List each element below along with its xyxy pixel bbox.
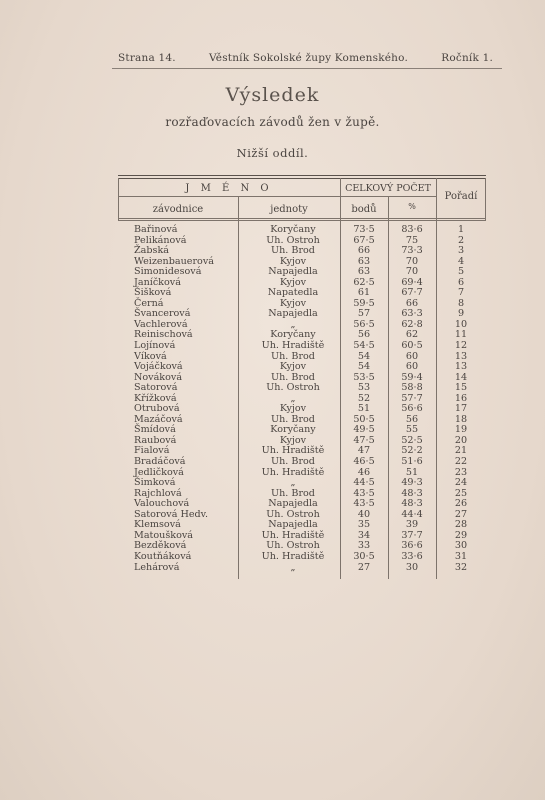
points-value: 63 [357, 266, 371, 278]
competitor-name: Rajchlová [134, 487, 182, 499]
unit-name: Kyjov [279, 276, 307, 288]
section-title: Nižší oddíl. [236, 146, 309, 160]
rank-value: 13 [454, 350, 468, 362]
table-top-rule [118, 175, 486, 176]
rank-value: 27 [454, 508, 468, 520]
unit-name: Kyjov [279, 434, 307, 446]
competitor-name: Vojáčková [134, 361, 183, 373]
rank-value: 4 [457, 255, 465, 267]
percent-value: 60 [405, 350, 419, 362]
rank-value: 19 [454, 424, 468, 436]
competitor-name: Švancerová [134, 308, 191, 320]
competitor-name: Matoušková [134, 529, 194, 541]
points-value: 47·5 [353, 434, 375, 446]
points-value: 63 [357, 255, 371, 267]
percent-value: 48·3 [401, 498, 423, 510]
percent-value: 62·8 [401, 318, 423, 330]
rank-value: 6 [457, 276, 465, 288]
competitor-name: Raubová [134, 434, 177, 446]
competitor-name: Černá [134, 297, 164, 309]
rank-value: 20 [454, 434, 468, 446]
competitor-name: Lehárová [134, 561, 180, 573]
unit-name: Uh. Hradiště [261, 445, 325, 457]
unit-name: Napajedla [268, 308, 318, 320]
percent-value: 37·7 [401, 529, 423, 541]
competitor-name: Bradáčová [134, 456, 186, 468]
percent-value: 57·7 [401, 392, 423, 404]
points-value: 54·5 [353, 340, 375, 352]
percent-value: 49·3 [401, 477, 423, 489]
points-value: 34 [357, 529, 371, 541]
rank-value: 12 [454, 340, 468, 352]
points-value: 43·5 [353, 487, 375, 499]
table-row [118, 552, 486, 563]
unit-name: Uh. Hradiště [261, 529, 325, 541]
competitor-name: Koutňáková [134, 550, 192, 562]
table-row [118, 225, 486, 236]
points-value: 73·5 [353, 224, 375, 235]
points-value: 44·5 [353, 477, 375, 489]
competitor-name: Křížková [134, 392, 177, 404]
percent-value: 67·7 [401, 287, 423, 299]
percent-value: 52·2 [401, 445, 423, 457]
table-row [118, 457, 486, 468]
percent-value: 55 [405, 424, 419, 436]
rank-value: 7 [457, 287, 465, 299]
rank-value: 30 [454, 540, 468, 552]
percent-value: 73·3 [401, 245, 423, 257]
competitor-name: Simonidesová [134, 266, 202, 278]
points-value: 27 [357, 561, 371, 573]
unit-name: Kyjov [279, 297, 307, 309]
rank-value: 15 [454, 382, 468, 394]
unit-name: Napajedla [268, 519, 318, 531]
rank-value: 29 [454, 529, 468, 541]
rank-value: 1 [457, 224, 465, 235]
table-body [118, 225, 486, 573]
page-header [118, 52, 493, 64]
points-value: 47 [357, 445, 371, 457]
competitor-name: Mazáčová [134, 413, 183, 425]
table-top-rule-2 [118, 178, 486, 179]
competitor-name: Bezděková [134, 540, 187, 552]
unit-name: Kyjov [279, 403, 307, 415]
percent-value: 63·3 [401, 308, 423, 320]
rank-value: 2 [457, 234, 465, 246]
percent-value: 70 [405, 255, 419, 267]
competitor-name: Satorová [134, 382, 178, 394]
header-bottom-rule [118, 218, 486, 219]
page-title: Výsledek [225, 84, 320, 106]
points-value: 66 [357, 245, 371, 257]
header-unit: jednoty [270, 204, 308, 215]
points-value: 33 [357, 540, 371, 552]
points-value: 40 [357, 508, 371, 520]
rank-value: 22 [454, 456, 468, 468]
points-value: 50·5 [353, 413, 375, 425]
competitor-name: Vachlerová [134, 318, 188, 330]
percent-value: 75 [405, 234, 419, 246]
points-value: 54 [357, 361, 371, 373]
unit-name: Uh. Brod [271, 350, 315, 362]
points-value: 56·5 [353, 318, 375, 330]
points-value: 49·5 [353, 424, 375, 436]
unit-name: Koryčany [270, 329, 316, 341]
table-left-border [118, 178, 119, 221]
percent-value: 60 [405, 361, 419, 373]
percent-value: 51 [405, 466, 419, 478]
competitor-name: Jedličková [134, 466, 184, 478]
competitor-name: Nováková [134, 371, 183, 383]
competitor-name: Otrubová [134, 403, 180, 415]
page-subtitle: rozřaďovacích závodů žen v župě. [165, 115, 380, 129]
unit-name: Uh. Brod [271, 413, 315, 425]
competitor-name: Fialová [134, 445, 170, 457]
rank-value: 31 [454, 550, 468, 562]
unit-name: Uh. Hradiště [261, 550, 325, 562]
percent-value: 58·8 [401, 382, 423, 394]
journal-title: Věstník Sokolské župy Komenského. [208, 52, 409, 64]
rank-value: 10 [454, 318, 468, 330]
points-value: 46·5 [353, 456, 375, 468]
points-value: 54 [357, 350, 371, 362]
percent-value: 70 [405, 266, 419, 278]
rank-value: 8 [457, 297, 465, 309]
rank-value: 11 [454, 329, 468, 341]
rank-value: 32 [454, 561, 468, 573]
table-right-border [485, 178, 486, 221]
points-value: 43·5 [353, 498, 375, 510]
percent-value: 44·4 [401, 508, 423, 520]
unit-name: „ [290, 561, 296, 573]
table-row [118, 341, 486, 352]
rank-value: 14 [454, 371, 468, 383]
rank-value: 3 [457, 245, 465, 257]
points-value: 30·5 [353, 550, 375, 562]
percent-value: 56·6 [401, 403, 423, 415]
percent-value: 59·4 [401, 371, 423, 383]
rank-value: 13 [454, 361, 468, 373]
percent-value: 62 [405, 329, 419, 341]
competitor-name: Reinischová [134, 329, 193, 341]
unit-name: „ [290, 392, 296, 404]
percent-value: 83·6 [401, 224, 423, 235]
points-value: 56 [357, 329, 371, 341]
unit-name: Napajedla [268, 266, 318, 278]
percent-value: 30 [405, 561, 419, 573]
unit-name: „ [290, 477, 296, 489]
percent-value: 52·5 [401, 434, 423, 446]
competitor-name: Šmídová [134, 424, 176, 436]
competitor-name: Lojínová [134, 340, 176, 352]
percent-value: 39 [405, 519, 419, 531]
competitor-name: Satorová Hedv. [134, 508, 208, 520]
competitor-name: Klemsová [134, 519, 181, 531]
unit-name: Uh. Brod [271, 456, 315, 468]
points-value: 51 [357, 403, 371, 415]
header-rank: Pořadí [444, 191, 478, 202]
rank-value: 25 [454, 487, 468, 499]
rank-value: 28 [454, 519, 468, 531]
points-value: 46 [357, 466, 371, 478]
points-value: 67·5 [353, 234, 375, 246]
unit-name: Uh. Brod [271, 371, 315, 383]
percent-value: 69·4 [401, 276, 423, 288]
competitor-name: Šišková [134, 287, 172, 299]
points-value: 52 [357, 392, 371, 404]
rank-value: 24 [454, 477, 468, 489]
unit-name: Uh. Ostroh [266, 382, 320, 394]
points-value: 59·5 [353, 297, 375, 309]
points-value: 53·5 [353, 371, 375, 383]
rank-value: 17 [454, 403, 468, 415]
points-value: 35 [357, 519, 371, 531]
percent-value: 51·6 [401, 456, 423, 468]
unit-name: Uh. Ostroh [266, 508, 320, 520]
volume-number: Ročník 1. [441, 52, 493, 64]
header-percent: % [408, 202, 416, 211]
competitor-name: Pelikánová [134, 234, 187, 246]
unit-name: Koryčany [270, 224, 316, 235]
rank-value: 26 [454, 498, 468, 510]
unit-name: Koryčany [270, 424, 316, 436]
unit-name: Kyjov [279, 255, 307, 267]
unit-name: Uh. Brod [271, 245, 315, 257]
unit-name: Kyjov [279, 361, 307, 373]
percent-value: 36·6 [401, 540, 423, 552]
rank-value: 16 [454, 392, 468, 404]
percent-value: 56 [405, 413, 419, 425]
rank-value: 9 [457, 308, 465, 320]
competitor-name: Žabská [134, 245, 169, 257]
points-value: 61 [357, 287, 371, 299]
header-points: bodů [351, 204, 377, 215]
percent-value: 66 [405, 297, 419, 309]
header-total-group: CELKOVÝ POČET [345, 183, 431, 194]
unit-name: Napatedla [267, 287, 319, 299]
competitor-name: Janíčková [134, 276, 181, 288]
unit-name: Uh. Hradiště [261, 340, 325, 352]
points-value: 53 [357, 382, 371, 394]
rank-value: 18 [454, 413, 468, 425]
header-rule [112, 68, 502, 69]
unit-name: Uh. Ostroh [266, 234, 320, 246]
percent-value: 60·5 [401, 340, 423, 352]
page-number: Strana 14. [118, 52, 176, 64]
header-competitor: závodnice [152, 204, 204, 215]
unit-name: Napajedla [268, 498, 318, 510]
points-value: 62·5 [353, 276, 375, 288]
table-row [118, 563, 486, 574]
rank-value: 21 [454, 445, 468, 457]
unit-name: Uh. Hradiště [261, 466, 325, 478]
competitor-name: Šimková [134, 477, 176, 489]
competitor-name: Valouchová [134, 498, 190, 510]
unit-name: Uh. Brod [271, 487, 315, 499]
percent-value: 33·6 [401, 550, 423, 562]
unit-name: „ [290, 318, 296, 330]
rank-value: 5 [457, 266, 465, 278]
competitor-name: Víková [134, 350, 167, 362]
percent-value: 48·3 [401, 487, 423, 499]
header-name-group: J M É N O [185, 183, 273, 194]
competitor-name: Weizenbauerová [134, 255, 214, 267]
competitor-name: Bařinová [134, 224, 178, 235]
header-bottom-rule-2 [118, 220, 486, 221]
unit-name: Uh. Ostroh [266, 540, 320, 552]
rank-value: 23 [454, 466, 468, 478]
points-value: 57 [357, 308, 371, 320]
